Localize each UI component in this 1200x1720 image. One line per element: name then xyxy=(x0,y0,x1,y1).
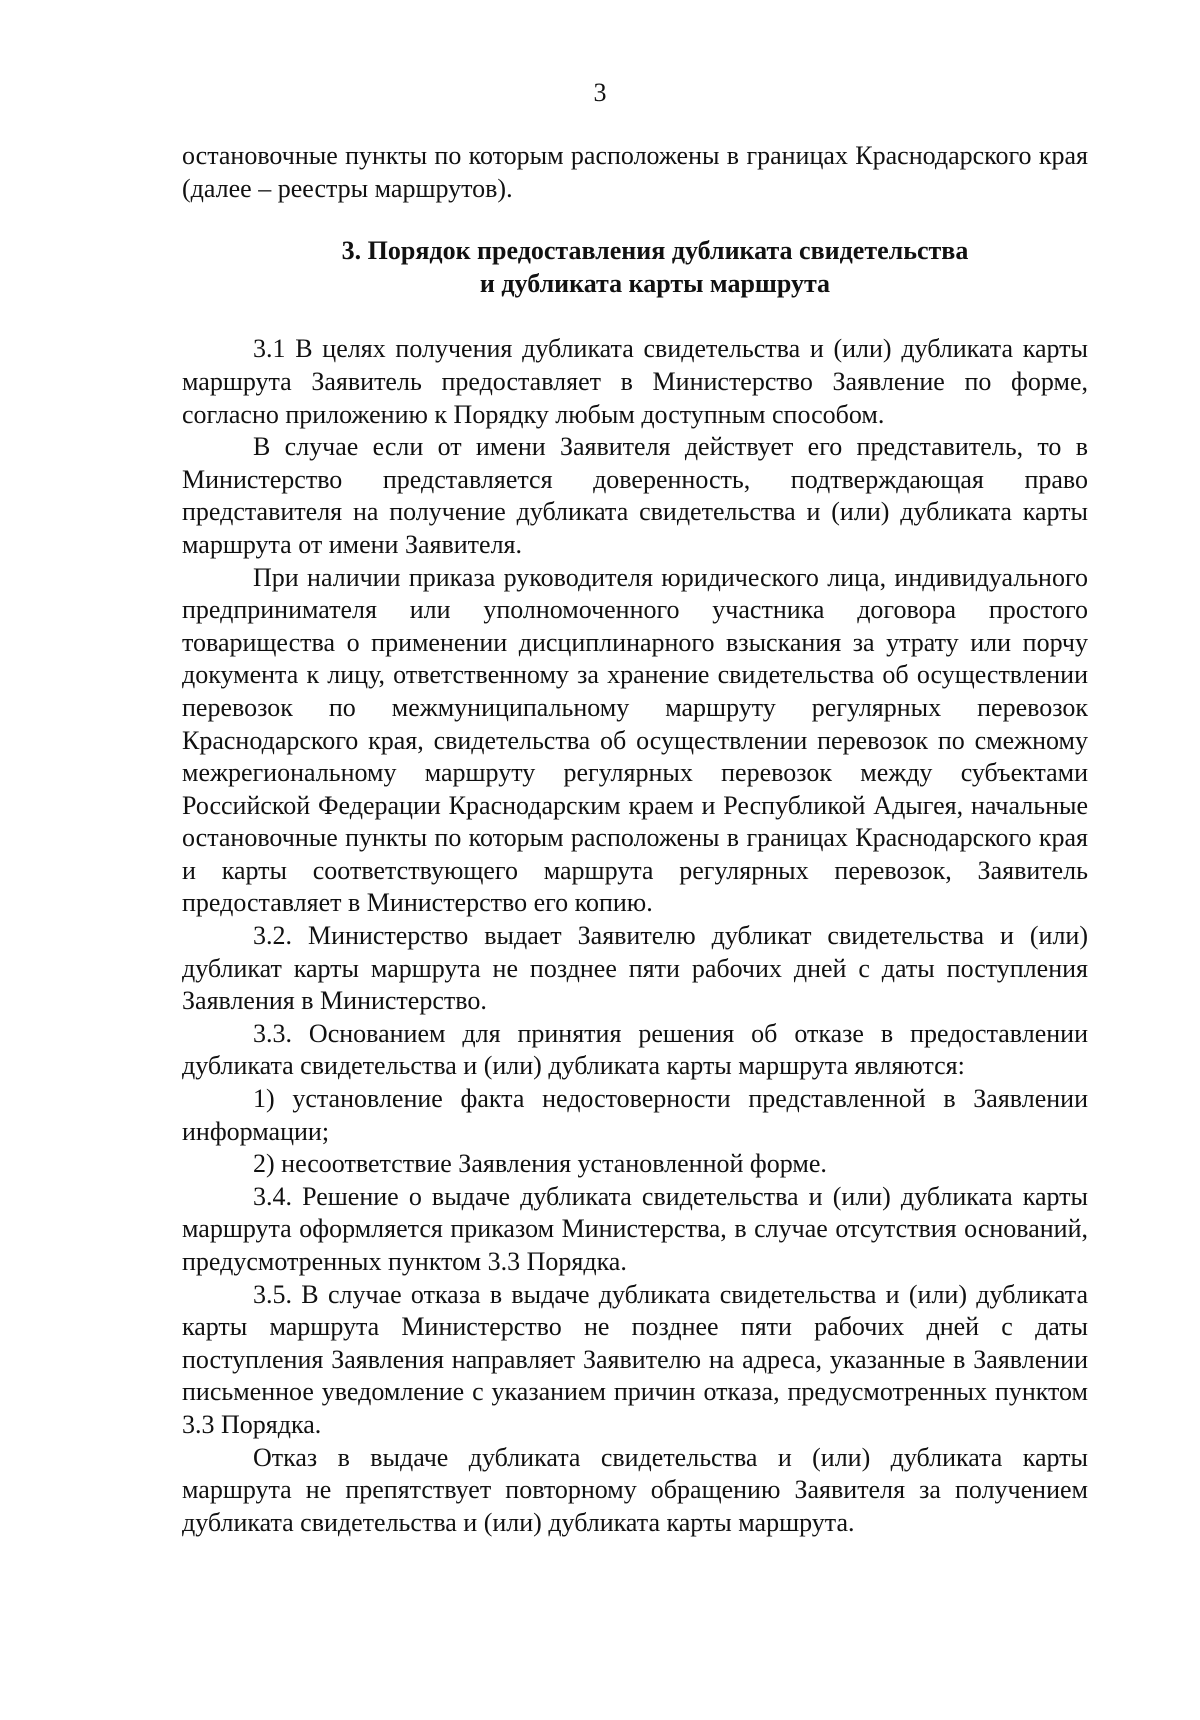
paragraph-3-2: 3.2. Министерство выдает Заявителю дубликат свидетельства и (или) дубликат карты маршрута не позднее пяти рабочих дней с даты поступления Заявления в Министерство. xyxy=(182,921,1088,1016)
list-item-1: 1) установление факта недостоверности представленной в Заявлении информации; xyxy=(182,1084,1088,1146)
page-number: 3 xyxy=(593,78,607,107)
paragraph-representative: В случае если от имени Заявителя действует его представитель, то в Министерство представляется доверенность, подтверждающая право представителя на получение дубликата свидетельства и (или) дубликата карты маршрута от имени Заявителя. xyxy=(182,432,1088,559)
section-heading-line1: 3. Порядок предоставления дубликата свидетельства xyxy=(341,236,969,266)
paragraph-3-4: 3.4. Решение о выдаче дубликата свидетельства и (или) дубликата карты маршрута оформляется приказом Министерства, в случае отсутствия оснований, предусмотренных пунктом 3.3 Порядка. xyxy=(182,1181,1088,1276)
intro-paragraph: остановочные пункты по которым расположены в границах Краснодарского края (далее – реестры маршрутов). xyxy=(182,141,1088,203)
paragraph-3-1: 3.1 В целях получения дубликата свидетельства и (или) дубликата карты маршрута Заявитель предоставляет в Министерство Заявление по форме, согласно приложению к Порядку любым доступным способом. xyxy=(182,334,1088,429)
section-heading-line2: и дубликата карты маршрута xyxy=(479,268,831,298)
list-item-2: 2) несоответствие Заявления установленной форме. xyxy=(253,1149,827,1179)
paragraph-refusal: Отказ в выдаче дубликата свидетельства и (или) дубликата карты маршрута не препятствует повторному обращению Заявителя за получением дубликата свидетельства и (или) дубликата карты маршрута. xyxy=(182,1442,1088,1537)
paragraph-3-5: 3.5. В случае отказа в выдаче дубликата свидетельства и (или) дубликата карты маршрута Министерство не позднее пяти рабочих дней с даты поступления Заявления направляет Заявителю на адреса, указанные в Заявлении письменное уведомление с указанием причин отказа, предусмотренных пунктом 3.3 Порядка. xyxy=(182,1279,1088,1439)
document-body xyxy=(182,140,1088,1539)
paragraph-disciplinary-order: При наличии приказа руководителя юридического лица, индивидуального предпринимателя или уполномоченного участника договора простого товарищества о применении дисциплинарного взыскания за утрату или порчу документа к лицу, ответственному за хранение свидетельства об осуществлении перевозок по межмуниципальному маршруту регулярных перевозок Краснодарского края, свидетельства об осуществлении перевозок по смежному межрегиональному маршруту регулярных перевозок между субъектами Российской Федерации Краснодарским краем и Республикой Адыгея, начальные остановочные пункты по которым расположены в границах Краснодарского края и карты соответствующего маршрута регулярных перевозок, Заявитель предоставляет в Министерство его копию. xyxy=(182,562,1088,918)
section-heading xyxy=(182,235,1088,300)
paragraph-3-3: 3.3. Основанием для принятия решения об отказе в предоставлении дубликата свидетельства и (или) дубликата карты маршрута являются: xyxy=(182,1018,1088,1081)
